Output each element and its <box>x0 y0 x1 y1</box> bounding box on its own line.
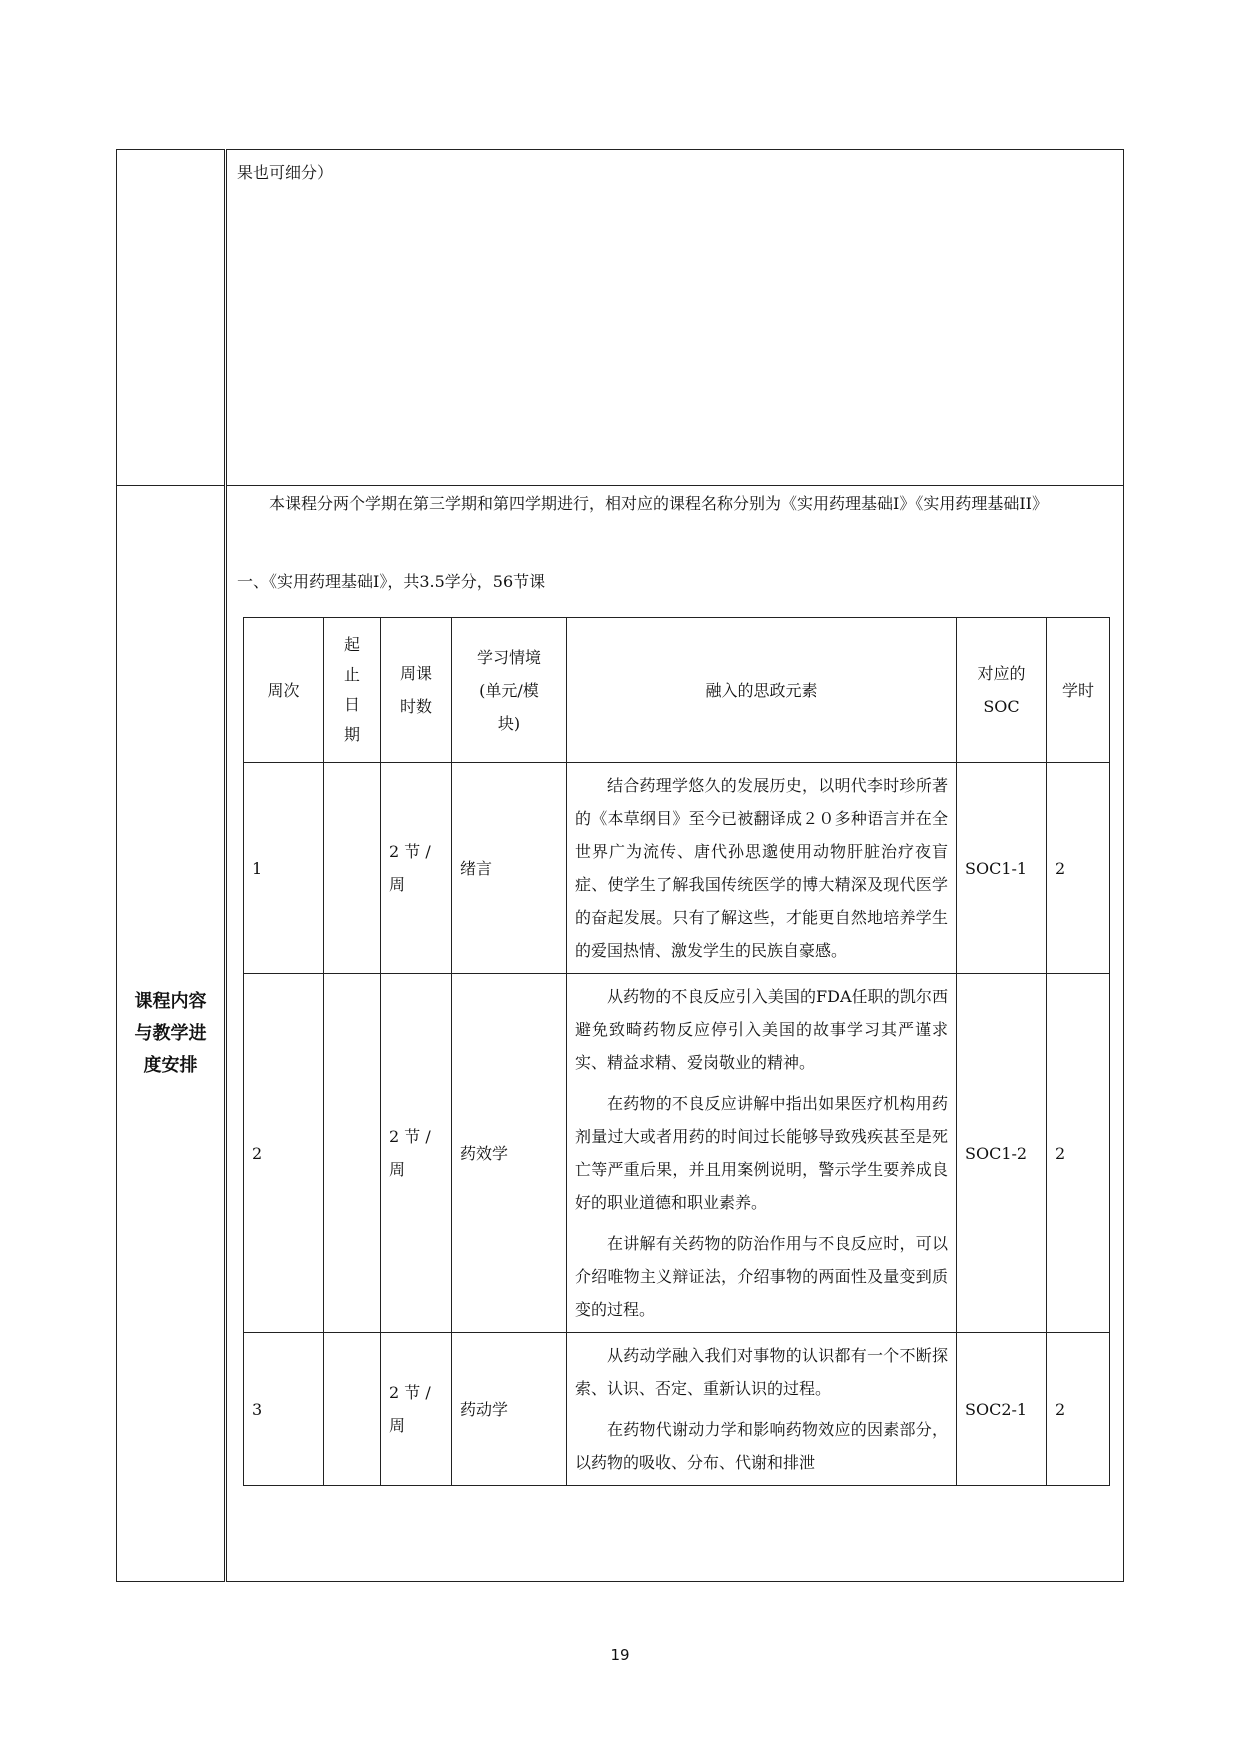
row-context: 绪言 <box>452 763 567 974</box>
header-dates-line: 起 <box>343 635 360 654</box>
row-context: 药动学 <box>452 1333 567 1486</box>
section-label-line: 与教学进 <box>134 1022 207 1044</box>
row-dates <box>324 763 381 974</box>
row-credit: 2 <box>1047 1333 1110 1486</box>
header-soc-line: SOC <box>983 697 1020 716</box>
top-row <box>117 150 1124 486</box>
section-label <box>117 486 226 1582</box>
row-week: 3 <box>244 1333 324 1486</box>
section-subtitle: 一、《实用药理基础I》，共3.5学分，56节课 <box>237 572 546 591</box>
section-label-line: 课程内容 <box>134 990 207 1012</box>
row-credit: 2 <box>1047 763 1110 974</box>
row-credit: 2 <box>1047 974 1110 1333</box>
row-elements <box>567 763 957 974</box>
header-credit: 学时 <box>1047 618 1110 763</box>
intro-paragraph: 本课程分两个学期在第三学期和第四学期进行，相对应的课程名称分别为《实用药理基础I》《实用药理基础II》 <box>269 494 1048 513</box>
table-row <box>244 974 1110 1333</box>
continued-text: 果也可细分） <box>237 163 334 182</box>
header-dates-line: 止 <box>343 665 360 684</box>
header-context-line: 块) <box>497 713 521 733</box>
course-content-cell <box>226 486 1124 1582</box>
element-paragraph: 从药动学融入我们对事物的认识都有一个不断探索、认识、否定、重新认识的过程。 <box>575 1346 948 1398</box>
header-soc <box>957 618 1047 763</box>
header-hours <box>381 618 452 763</box>
row-context: 药效学 <box>452 974 567 1333</box>
element-paragraph: 从药物的不良反应引入美国的FDA任职的凯尔西避免致畸药物反应停引入美国的故事学习其严谨求实、精益求精、爱岗敬业的精神。 <box>575 987 948 1072</box>
header-context-line: (单元/模 <box>479 680 539 700</box>
row-week: 2 <box>244 974 324 1333</box>
header-dates-line: 日 <box>343 695 360 714</box>
header-context-line: 学习情境 <box>476 647 541 667</box>
schedule-table <box>243 617 1110 1486</box>
element-paragraph: 在药物的不良反应讲解中指出如果医疗机构用药剂量过大或者用药的时间过长能够导致残疾甚至是死亡等严重后果，并且用案例说明，警示学生要养成良好的职业道德和职业素养。 <box>575 1094 948 1212</box>
row-hours <box>381 763 452 974</box>
element-paragraph: 在药物代谢动力学和影响药物效应的因素部分，以药物的吸收、分布、代谢和排泄 <box>575 1420 948 1472</box>
row-dates <box>324 974 381 1333</box>
content-wrap <box>227 486 1123 1581</box>
top-content-cell <box>226 150 1124 486</box>
row-soc: SOC1-1 <box>957 763 1047 974</box>
header-hours-line: 周课 <box>399 664 432 683</box>
row-elements <box>567 1333 957 1486</box>
header-hours-line: 时数 <box>399 697 432 716</box>
section-label-line: 度安排 <box>143 1054 198 1076</box>
course-form-table <box>116 149 1124 1582</box>
element-paragraph: 结合药理学悠久的发展历史，以明代李时珍所著的《本草纲目》至今已被翻译成２０多种语言并在全世界广为流传、唐代孙思邈使用动物肝脏治疗夜盲症、使学生了解我国传统医学的博大精深及现代医学的奋起发展。只有了解这些，才能更自然地培养学生的爱国热情、激发学生的民族自豪感。 <box>575 776 948 960</box>
row-hours-line: 2 节 / <box>389 842 431 861</box>
row-elements <box>567 974 957 1333</box>
header-soc-line: 对应的 <box>977 664 1026 683</box>
table-header-row <box>244 618 1110 763</box>
row-hours <box>381 1333 452 1486</box>
header-elements: 融入的思政元素 <box>567 618 957 763</box>
row-soc: SOC1-2 <box>957 974 1047 1333</box>
row-hours-line: 周 <box>389 875 406 894</box>
row-hours-line: 周 <box>389 1416 406 1435</box>
row-hours-line: 2 节 / <box>389 1383 431 1402</box>
header-dates <box>324 618 381 763</box>
row-hours <box>381 974 452 1333</box>
element-paragraph: 在讲解有关药物的防治作用与不良反应时，可以介绍唯物主义辩证法，介绍事物的两面性及量变到质变的过程。 <box>575 1234 948 1319</box>
course-content-row <box>117 486 1124 1582</box>
row-hours-line: 2 节 / <box>389 1127 431 1146</box>
row-hours-line: 周 <box>389 1160 406 1179</box>
row-week: 1 <box>244 763 324 974</box>
page-number: 19 <box>610 1646 630 1664</box>
header-week: 周次 <box>244 618 324 763</box>
row-soc: SOC2-1 <box>957 1333 1047 1486</box>
table-row <box>244 1333 1110 1486</box>
top-label-cell <box>117 150 226 486</box>
table-row <box>244 763 1110 974</box>
row-dates <box>324 1333 381 1486</box>
header-context <box>452 618 567 763</box>
header-dates-line: 期 <box>343 725 360 744</box>
